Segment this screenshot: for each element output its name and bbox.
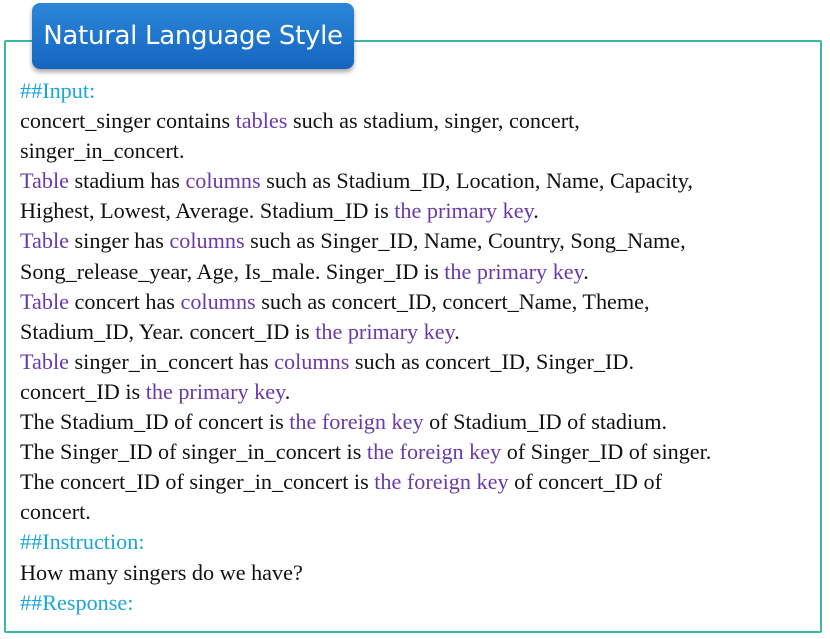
text-line bbox=[20, 106, 820, 136]
body-text: Stadium_ID, Year. concert_ID is bbox=[20, 318, 316, 344]
body-text: concert_singer contains bbox=[20, 108, 236, 134]
text-line bbox=[20, 377, 820, 407]
text-line bbox=[20, 287, 820, 317]
highlighted-keyword: the foreign key bbox=[366, 439, 502, 465]
highlighted-keyword: columns bbox=[185, 168, 261, 194]
body-text: such as stadium, singer, concert, bbox=[287, 108, 580, 134]
body-text: such as concert_ID, Singer_ID. bbox=[349, 348, 634, 374]
text-line bbox=[20, 497, 820, 527]
body-text: singer_in_concert. bbox=[20, 138, 185, 164]
body-text: of Stadium_ID of stadium. bbox=[423, 409, 668, 435]
body-text: The concert_ID of singer_in_concert is bbox=[20, 469, 375, 495]
highlighted-keyword: tables bbox=[235, 108, 288, 134]
text-line bbox=[20, 527, 820, 557]
body-text: stadium has bbox=[68, 168, 186, 194]
highlighted-keyword: the primary key bbox=[394, 198, 534, 224]
text-line bbox=[20, 76, 820, 106]
text-line bbox=[20, 467, 820, 497]
body-text: such as Stadium_ID, Location, Name, Capacity, bbox=[260, 168, 693, 194]
body-text: such as Singer_ID, Name, Country, Song_Name, bbox=[244, 228, 686, 254]
prompt-text-block bbox=[20, 76, 820, 618]
body-text: . bbox=[533, 198, 539, 224]
text-line bbox=[20, 226, 820, 256]
section-header: ##Instruction: bbox=[20, 529, 145, 555]
highlighted-keyword: Table bbox=[20, 348, 69, 374]
text-line bbox=[20, 196, 820, 226]
text-line bbox=[20, 317, 820, 347]
text-line bbox=[20, 407, 820, 437]
body-text: Song_release_year, Age, Is_male. Singer_ID is bbox=[20, 258, 445, 284]
text-line bbox=[20, 347, 820, 377]
text-line bbox=[20, 166, 820, 196]
highlighted-keyword: columns bbox=[274, 348, 350, 374]
text-line bbox=[20, 437, 820, 467]
highlighted-keyword: Table bbox=[20, 228, 69, 254]
highlighted-keyword: the primary key bbox=[444, 258, 584, 284]
body-text: The Stadium_ID of concert is bbox=[20, 409, 290, 435]
body-text: concert. bbox=[20, 499, 91, 525]
highlighted-keyword: columns bbox=[180, 288, 256, 314]
body-text: concert has bbox=[68, 288, 181, 314]
section-header: ##Input: bbox=[20, 78, 96, 103]
text-line bbox=[20, 136, 820, 166]
highlighted-keyword: the foreign key bbox=[374, 469, 509, 495]
text-line bbox=[20, 257, 820, 287]
body-text: such as concert_ID, concert_Name, Theme, bbox=[255, 288, 650, 314]
highlighted-keyword: the foreign key bbox=[289, 409, 424, 435]
body-text: . bbox=[583, 258, 589, 284]
section-header: ##Response: bbox=[20, 589, 134, 615]
body-text: . bbox=[454, 318, 460, 344]
body-text: singer_in_concert has bbox=[68, 348, 275, 374]
body-text: . bbox=[284, 378, 291, 404]
body-text: How many singers do we have? bbox=[20, 559, 303, 585]
body-text: concert_ID is bbox=[20, 378, 146, 404]
highlighted-keyword: the primary key bbox=[145, 378, 285, 404]
highlighted-keyword: columns bbox=[169, 228, 245, 254]
title-badge: Natural Language Style bbox=[32, 3, 354, 69]
body-text: Highest, Lowest, Average. Stadium_ID is bbox=[20, 198, 395, 224]
highlighted-keyword: Table bbox=[20, 288, 69, 314]
text-line bbox=[20, 558, 820, 588]
highlighted-keyword: the primary key bbox=[315, 318, 455, 344]
highlighted-keyword: Table bbox=[20, 168, 69, 194]
body-text: of concert_ID of bbox=[508, 469, 662, 495]
body-text: of Singer_ID of singer. bbox=[501, 439, 712, 465]
body-text: singer has bbox=[68, 228, 170, 254]
body-text: The Singer_ID of singer_in_concert is bbox=[20, 439, 367, 465]
text-line bbox=[20, 588, 820, 618]
